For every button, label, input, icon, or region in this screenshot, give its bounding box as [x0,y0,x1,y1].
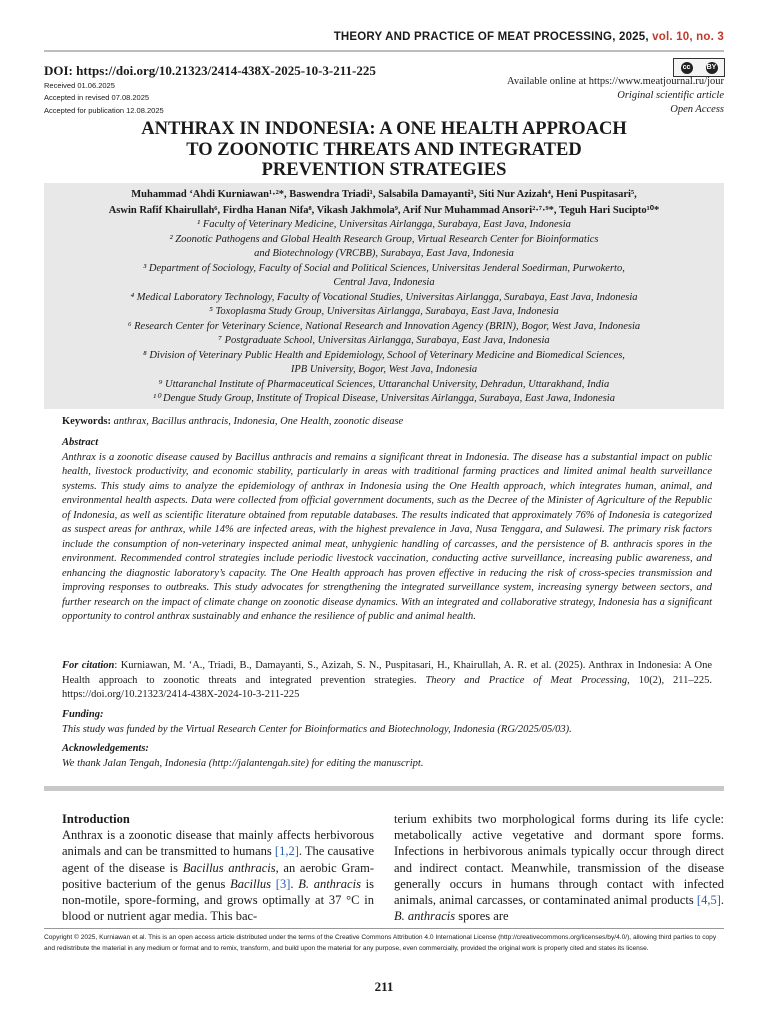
accepted-date: Accepted for publication 12.08.2025 [44,105,164,115]
intro-paragraph-left [44,827,374,924]
citation-text: : Kurniawan, M. ‘A., Triadi, B., Damayanti, S., Azizah, S. N., Puspitasari, H., Khairullah, A. R. et al. (2025). Anthrax in Indonesia: A One Health approach to zoonotic threats and integrated prevention strategies. [62,660,712,686]
affiliation-line: ² Zoonotic Pathogens and Global Health Research Group, Virtual Research Center for Bioinformatics [169,233,599,245]
text-run: terium exhibits two morphological forms during its life cycle: metabolically active vegetative and dormant spore forms. Infections in herbivorous animals typically occur through direct and indirect contact. Meanwhile, transmission of the disease generally occurs in humans through contact with infected animals, animal carcasses, or contaminated animal products [394,812,724,908]
header-divider [44,50,724,52]
open-access-label: Open Access [670,104,724,115]
keywords-label: Keywords: [62,416,111,427]
availability-block [400,75,724,117]
affiliation-list [50,218,718,407]
italic-term: Bacillus anthracis [182,860,276,875]
journal-volume: vol. 10, no. 3 [652,31,724,43]
received-date: Received 01.06.2025 [44,81,115,90]
abstract [62,436,712,625]
affiliation-line: ¹⁰ Dengue Study Group, Institute of Tropical Disease, Universitas Airlangga, Surabaya, East Jawa, Indonesia [153,393,615,404]
text-run: Anthrax is a zoonotic disease that mainly affects herbivorous animals and can be transmitted to humans [62,828,374,859]
text-run: , an aerobic Gram-positive bacterium of the genus [62,860,374,891]
italic-term: B. anthracis [298,876,361,891]
keywords-text: anthrax, Bacillus anthracis, Indonesia, One Health, zoonotic disease [111,416,404,427]
abstract-heading: Abstract [62,437,99,448]
keywords [62,416,712,427]
intro-paragraph-right [394,811,724,924]
title-line: PREVENTION STRATEGIES [261,160,507,180]
funding [62,708,712,737]
affiliation-line: ¹ Faculty of Veterinary Medicine, Universitas Airlangga, Surabaya, East Java, Indonesia [197,219,571,230]
text-run: spores are [455,909,509,924]
cc-icon: cc [681,62,693,74]
article-title [84,119,684,181]
body-column-left [44,811,374,924]
affiliation-line: ⁹ Uttaranchal Institute of Pharmaceutical Sciences, Uttaranchal University, Dehradun, Uttarakhand, India [158,378,610,390]
text-run: . The causative agent of the disease is [62,844,374,875]
affiliation-line: ⁶ Research Center for Veterinary Science, National Research and Innovation Agency (BRIN), Bogor, West Java, Indonesia [127,320,641,332]
article-dates [44,80,164,117]
citation-ref-link[interactable]: [3] [275,876,291,891]
affiliation-line: ⁴ Medical Laboratory Technology, Faculty of Vocational Studies, Universitas Airlangga, Surabaya, East Java, Indonesia [130,291,638,303]
citation-label: For citation [62,660,115,671]
author-list [50,187,718,218]
page-number: 211 [374,979,394,994]
affiliation-line: and Biotechnology (VRCBB), Surabaya, East Java, Indonesia [254,248,514,259]
italic-term: B. anthracis [394,909,456,924]
citation-ref-link[interactable]: [4,5] [696,893,721,908]
funding-heading: Funding: [62,709,104,720]
text-run: . [720,893,724,908]
affiliation-line: ⁸ Division of Veterinary Public Health and Epidemiology, School of Veterinary Medicine and Biomedical Sciences, [143,349,625,361]
affiliation-line: IPB University, Bogor, West Java, Indonesia [290,364,478,375]
affiliation-line: ⁷ Postgraduate School, Universitas Airlangga, Surabaya, East Java, Indonesia [218,335,550,346]
article-type: Original scientific article [617,90,724,101]
acknowledgements-text: We thank Jalan Tengah, Indonesia (http://jalantengah.site) for editing the manuscript. [62,757,424,769]
by-icon: BY [706,62,718,74]
abstract-text: Anthrax is a zoonotic disease caused by Bacillus anthracis and remains a significant threat in Indonesia. The disease has a substantial impact on public health, livestock productivity, and economic stability, particularly in areas with traditional farming practices and limited animal health surveillance systems. This study aims to analyze the epidemiology of anthrax in Indonesia using the One Health approach, which integrates human, animal, and environmental health aspects. Data were collected from official government documents, such as the Decree of the Minister of Agriculture of the Republic of Indonesia, as well as scientific literature obtained from reputable databases. The results indicated that approximately 76% of Indonesia is categorized as suspect areas for anthrax, while 14% are infected areas, with the highest prevalence in Java, Nusa Tenggara, and Sulawesi. The primary risk factors include the consumption of non-veterinary inspected animal meat, unhygienic handling of carcasses, and the persistence of B. anthracis spores in the environment. Recommended control strategies include periodic livestock vaccination, conducting active surveillance, increasing public awareness, and enhancing the diagnostic laboratory’s capacity. The One Health approach has proven effective in reducing the risk of cross-species transmission and improving responses to outbreaks. This study advocates for strengthening the integrated surveillance system, increasing synergy between sectors, and further research on the impact of climate change on zoonotic disease dynamics. With an integrated and collaborative strategy, Indonesia has a significant opportunity to control anthrax sustainably and enhance the resilience of public and animal health. [62,451,712,622]
title-line: TO ZOONOTIC THREATS AND INTEGRATED [186,139,582,160]
revised-date: Accepted in revised 07.08.2025 [44,93,150,103]
citation-ref-link[interactable]: [1,2] [274,844,299,859]
available-online-link[interactable]: Available online at https://www.meatjournal.ru/jour [507,76,724,87]
italic-term: Bacillus [230,876,272,891]
author-line: Muhammad ‘Ahdi Kurniawan¹·²*, Baswendra Triadi¹, Salsabila Damayanti³, Siti Nur Azizah⁴, Heni Puspitasari⁵, [131,189,637,200]
introduction-heading: Introduction [62,812,130,826]
affiliation-line: ³ Department of Sociology, Faculty of Social and Political Sciences, Universitas Jenderal Soedirman, Purwokerto, [143,262,625,274]
acknowledgements-heading: Acknowledgements: [62,743,149,754]
acknowledgements [62,742,712,771]
text-run: . [290,876,299,891]
citation-journal: Theory and Practice of Meat Processing [425,674,628,686]
section-divider [44,786,724,791]
author-line: Aswin Rafif Khairullah⁶, Firdha Hanan Nifa⁸, Vikash Jakhmola⁹, Arif Nur Muhammad Ansori²·⁷·⁹*, Teguh Hari Sucipto¹⁰* [108,204,660,216]
citation [62,659,712,703]
journal-running-head [312,31,724,43]
funding-text: This study was funded by the Virtual Research Center for Bioinformatics and Biotechnology, Indonesia (RG/2025/05/03). [62,723,572,735]
affiliation-line: ⁵ Toxoplasma Study Group, Universitas Airlangga, Surabaya, East Java, Indonesia [209,306,559,317]
body-column-right [394,811,724,924]
footer-divider [44,928,724,929]
text-run: is non-motile, spore-forming, and grows optimally at 37 °C in blood or nutrient agar media. This bac- [62,876,375,924]
citation-tail: , 10(2), 211–225. https://doi.org/10.21323/2414-438X-2024-10-3-211-225 [62,674,712,700]
doi-link[interactable]: DOI: https://doi.org/10.21323/2414-438X-2025-10-3-211-225 [44,63,376,78]
copyright-notice: Copyright © 2025, Kurniawan et al. This is an open access article distributed under the terms of the Creative Commons Attribution 4.0 International License (http://creativecommons.org/licenses/by/4.0/), allowing third parties to copy and redistribute the material in any medium or format and to remix, transform, and build upon the material for any purpose, even commercially, provided the original work is properly cited and states its license. [44,934,717,952]
journal-name: THEORY AND PRACTICE OF MEAT PROCESSING, 2025, [333,31,653,43]
title-line: ANTHRAX IN INDONESIA: A ONE HEALTH APPROACH [141,119,627,139]
affiliation-line: Central Java, Indonesia [333,277,435,288]
